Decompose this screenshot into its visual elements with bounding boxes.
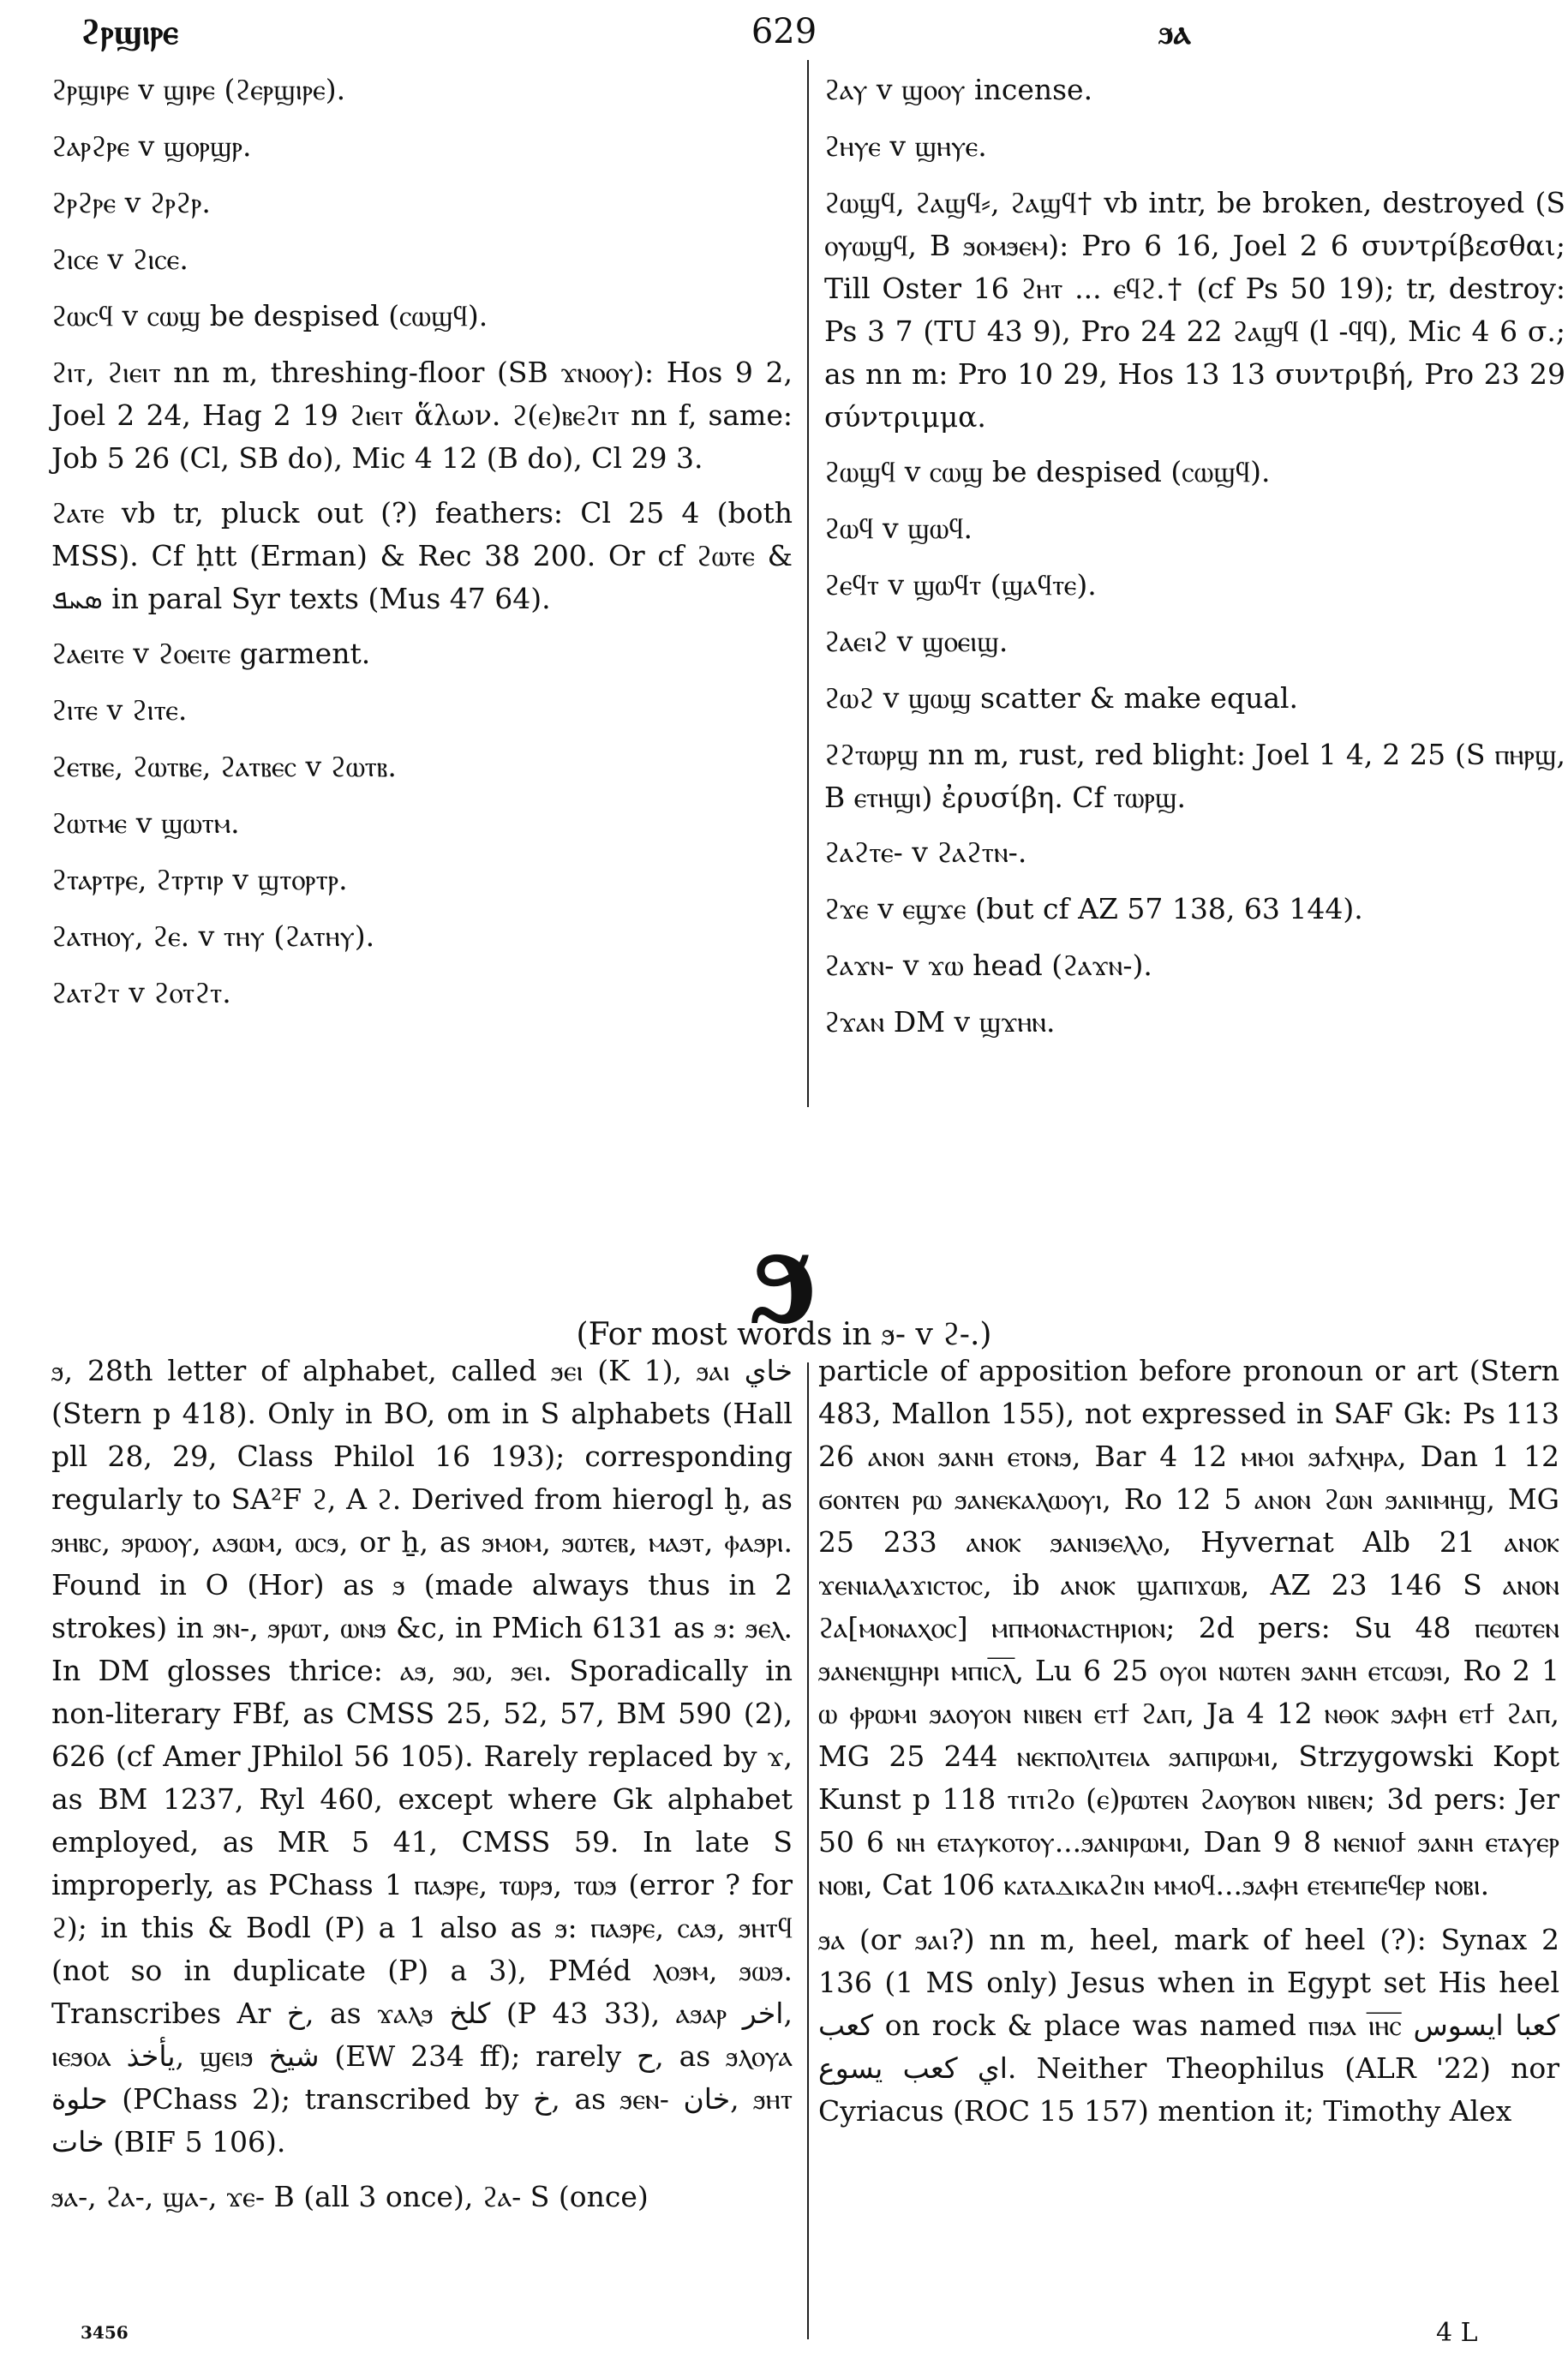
page-number: 629 — [751, 12, 817, 51]
paragraph: ϧⲁ-, ϩⲁ-, ϣⲁ-, ϫⲉ- B (all 3 once), ϩⲁ- S (once) — [51, 2180, 649, 2213]
paragraph: ϧⲁ (or ϧⲁⲓ?) nn m, heel, mark of heel (?): Synax 2 136 (1 MS only) Jesus when in Egypt set His heel كعب on rock & place was named ⲡⲓϧⲁ ⲓ̅ⲏ̅ⲥ̅ كعبا ايسوس اي كعب يسوع. Neither Theophilus (ALR '22) nor Cyriacus (ROC 15 157) mention it; Timothy Alex — [818, 1923, 1560, 2128]
entry: ϩⲁϫⲛ- v ϫⲱ head (ϩⲁϫⲛ-). — [824, 949, 1152, 982]
entry: ϩϩⲧⲱⲣϣ nn m, rust, red blight: Joel 1 4, 2 25 (S ⲡⲏⲣϣ, B ⲉⲧⲏϣⲓ) ἐρυσίβη. Cf ⲧⲱⲣϣ. — [824, 738, 1565, 814]
signature-mark: 3456 — [81, 2322, 129, 2343]
entry: ϩϫⲉ v ⲉϣϫⲉ (but cf AZ 57 138, 63 144). — [824, 892, 1363, 925]
column-divider-bottom — [807, 1362, 809, 2339]
entry: ϩⲱϣϥ v ⲥⲱϣ be despised (ⲥⲱϣϥ). — [824, 455, 1271, 488]
entry: ϩⲧⲁⲣⲧⲣⲉ, ϩⲧⲣⲧⲓⲣ v ϣⲧⲟⲣⲧⲣ. — [51, 863, 348, 896]
entry: ϩϫⲁⲛ DM v ϣϫⲏⲛ. — [824, 1005, 1056, 1039]
column-bottom-right — [818, 1350, 1559, 2145]
entry: ϩⲱⲥϥ v ⲥⲱϣ be despised (ⲥⲱϣϥ). — [51, 299, 488, 332]
header-right-catchword: ϧⲁ — [1158, 12, 1191, 52]
header-left-catchword: ϩⲣϣⲓⲣⲉ — [81, 12, 179, 52]
entry: ϩⲏⲩⲉ v ϣⲏⲩⲉ. — [824, 129, 987, 163]
entry: ϩⲱϩ v ϣⲱϣ scatter & make equal. — [824, 681, 1299, 715]
column-top-right — [824, 69, 1565, 1057]
entry: ϩⲓⲧⲉ v ϩⲓⲧⲉ. — [51, 693, 188, 727]
entry: ϩⲱϣϥ, ϩⲁϣϥ⸗, ϩⲁϣϥ† vb intr, be broken, destroyed (S ⲟⲩⲱϣϥ, B ϧⲟⲙϧⲉⲙ): Pro 6 16, Joel 2 6 συντρίβεσθαι; Till Oster 16 ϩⲏⲧ ... ⲉϥϩ.† (cf Ps 50 19); tr, destroy: Ps 3 7 (TU 43 9), Pro 24 22 ϩⲁϣϥ (l -ϥϥ), Mic 4 6 σ.; as nn m: Pro 10 29, Hos 13 13 συντριβή, Pro 23 29 σύντριμμα. — [824, 186, 1565, 434]
entry: ϩⲣϩⲣⲉ v ϩⲣϩⲣ. — [51, 186, 211, 219]
entry: ϩⲓⲥⲉ v ϩⲓⲥⲉ. — [51, 242, 189, 276]
entry: ϩⲁⲧⲉ vb tr, pluck out (?) feathers: Cl 25 4 (both MSS). Cf ḥtt (Erman) & Rec 38 200. Or cf ϩⲱⲧⲉ & ܣܚܦ in paral Syr texts (Mus 47 64). — [51, 496, 793, 615]
entry: ϩⲣϣⲓⲣⲉ v ϣⲓⲣⲉ (ϩⲉⲣϣⲓⲣⲉ). — [51, 73, 346, 106]
entry: ϩⲁϩⲧⲉ- v ϩⲁϩⲧⲛ-. — [824, 835, 1027, 869]
column-top-left — [51, 69, 793, 1028]
entry: ϩⲓⲧ, ϩⲓⲉⲓⲧ nn m, threshing-floor (SB ϫⲛⲟⲟⲩ): Hos 9 2, Joel 2 24, Hag 2 19 ϩⲓⲉⲓⲧ ἅλων. ϩ(ⲉ)ⲃⲉϩⲓⲧ nn f, same: Job 5 26 (Cl, SB do), Mic 4 12 (B do), Cl 29 3. — [51, 356, 793, 475]
paragraph: ϧ, 28th letter of alphabet, called ϧⲉⲓ (K 1), ϧⲁⲓ خاي (Stern p 418). Only in BO, om in S alphabets (Hall pll 28, 29, Class Philol 16 193); corresponding regularly to SA²F ϩ, A ϩ. Derived from hierogl ḫ, as ϧⲏⲃⲥ, ϧⲣⲱⲟⲩ, ⲁϧⲱⲙ, ⲱⲥϧ, or ẖ, as ϧⲙⲟⲙ, ϧⲱⲧⲉⲃ, ⲙⲁϧⲧ, ⲫⲁϧⲣⲓ. Found in O (Hor) as ϧ (made always thus in 2 strokes) in ϧⲛ-, ϧⲣⲱⲧ, ⲱⲛϧ &c, in PMich 6131 as ϧ: ϧⲉⲗ. In DM glosses thrice: ⲁϧ, ϧⲱ, ϧⲉⲓ. Sporadically in non-literary FBf, as CMSS 25, 52, 57, BM 590 (2), 626 (cf Amer JPhilol 56 105). Rarely replaced by ϫ, as BM 1237, Ryl 460, except where Gk alphabet employed, as MR 5 41, CMSS 59. In late S improperly, as PChass 1 ⲡⲁϧⲣⲉ, ⲧⲱⲣϧ, ⲧⲱϧ (error ? for ϩ); in this & Bodl (P) a 1 also as ϧ: ⲡⲁϧⲣⲉ, ⲥⲁϧ, ϧⲏⲧϥ (not so in duplicate (P) a 3), PMéd ⲗⲟϧⲙ, ϧⲱϧ. Transcribes Ar خ, as ϫⲁⲗϧ كلخ (P 43 33), ⲁϧⲁⲣ اخر, ⲓⲉϧⲟⲁ يأخذ, ϣⲉⲓϧ شيخ (EW 234 ff); rarely ح, as ϧⲗⲟⲩⲁ حلوة (PChass 2); transcribed by خ, as ϧⲉⲛ- خان, ϧⲏⲧ خات (BIF 5 106). — [51, 1354, 793, 2158]
column-divider-top — [807, 60, 809, 1107]
entry: ϩⲁⲩ v ϣⲟⲟⲩ incense. — [824, 73, 1093, 106]
section-note: (For most words in ϧ- v ϩ-.) — [576, 1317, 992, 1352]
paragraph: particle of apposition before pronoun or art (Stern 483, Mallon 155), not expressed in SAF Gk: Ps 113 26 ⲁⲛⲟⲛ ϧⲁⲛⲏ ⲉⲧⲟⲛϧ, Bar 4 12 ⲙⲙⲟⲓ ϧⲁϯⲭⲏⲣⲁ, Dan 1 12 ϭⲟⲛⲧⲉⲛ ⲣⲱ ϧⲁⲛⲉⲕⲁⲗⲱⲟⲩⲓ, Ro 12 5 ⲁⲛⲟⲛ ϩⲱⲛ ϧⲁⲛⲓⲙⲏϣ, MG 25 233 ⲁⲛⲟⲕ ϧⲁⲛⲓϧⲉⲗⲗⲟ, Hyvernat Alb 21 ⲁⲛⲟⲕ ϫⲉⲛⲓⲁⲗⲁϫⲓⲥⲧⲟⲥ, ib ⲁⲛⲟⲕ ϣⲁⲡⲓϫⲱⲃ, AZ 23 146 S ⲁⲛⲟⲛ ϩⲁ[ⲙⲟⲛⲁⲭⲟⲥ] ⲙⲡⲙⲟⲛⲁⲥⲧⲏⲣⲓⲟⲛ; 2d pers: Su 48 ⲡⲉⲱⲧⲉⲛ ϧⲁⲛⲉⲛϣⲏⲣⲓ ⲙⲡⲓⲥ̅ⲗ̅, Lu 6 25 ⲟⲩⲟⲓ ⲛⲱⲧⲉⲛ ϧⲁⲛⲏ ⲉⲧⲥⲱϧⲓ, Ro 2 1 ⲱ ⲫⲣⲱⲙⲓ ϧⲁⲟⲩⲟⲛ ⲛⲓⲃⲉⲛ ⲉⲧϯ ϩⲁⲡ, Ja 4 12 ⲛⲑⲟⲕ ϧⲁⲫⲏ ⲉⲧϯ ϩⲁⲡ, MG 25 244 ⲛⲉⲕⲡⲟⲗⲓⲧⲉⲓⲁ ϧⲁⲡⲓⲣⲱⲙⲓ, Strzygowski Kopt Kunst p 118 ⲧⲓⲧⲓϩⲟ (ⲉ)ⲣⲱⲧⲉⲛ ϩⲁⲟⲩⲃⲟⲛ ⲛⲓⲃⲉⲛ; 3d pers: Jer 50 6 ⲛⲏ ⲉⲧⲁⲩⲕⲟⲧⲟⲩ...ϧⲁⲛⲓⲣⲱⲙⲓ, Dan 9 8 ⲛⲉⲛⲓⲟϯ ϧⲁⲛⲏ ⲉⲧⲁⲩⲉⲣ ⲛⲟⲃⲓ, Cat 106 ⲕⲁⲧⲁⲇⲓⲕⲁϩⲓⲛ ⲙⲙⲟϥ...ϧⲁⲫⲏ ⲉⲧⲉⲙⲡⲉϥⲉⲣ ⲛⲟⲃⲓ. — [818, 1354, 1559, 1901]
entry: ϩⲁⲉⲓϩ v ϣⲟⲉⲓϣ. — [824, 625, 1008, 658]
sheet-mark: 4 L — [1436, 2318, 1478, 2348]
entry: ϩⲁⲉⲓⲧⲉ v ϩⲟⲉⲓⲧⲉ garment. — [51, 637, 371, 670]
entry: ϩⲁⲣϩⲣⲉ v ϣⲟⲣϣⲣ. — [51, 129, 252, 163]
entry: ϩⲉϥⲧ v ϣⲱϥⲧ (ϣⲁϥⲧⲉ). — [824, 568, 1097, 602]
entry: ϩⲁⲧⲏⲟⲩ, ϩⲉ. v ⲧⲏⲩ (ϩⲁⲧⲏⲩ). — [51, 919, 375, 953]
column-bottom-left — [51, 1350, 793, 2230]
entry: ϩⲱⲧⲙⲉ v ϣⲱⲧⲙ. — [51, 806, 240, 840]
entry: ϩⲉⲧⲃⲉ, ϩⲱⲧⲃⲉ, ϩⲁⲧⲃⲉⲥ v ϩⲱⲧⲃ. — [51, 750, 397, 783]
page-header — [0, 12, 1568, 63]
section-letter: ϧ — [751, 1187, 817, 1358]
entry: ϩⲱϥ v ϣⲱϥ. — [824, 512, 973, 545]
entry: ϩⲁⲧϩⲧ v ϩⲟⲧϩⲧ. — [51, 976, 231, 1009]
